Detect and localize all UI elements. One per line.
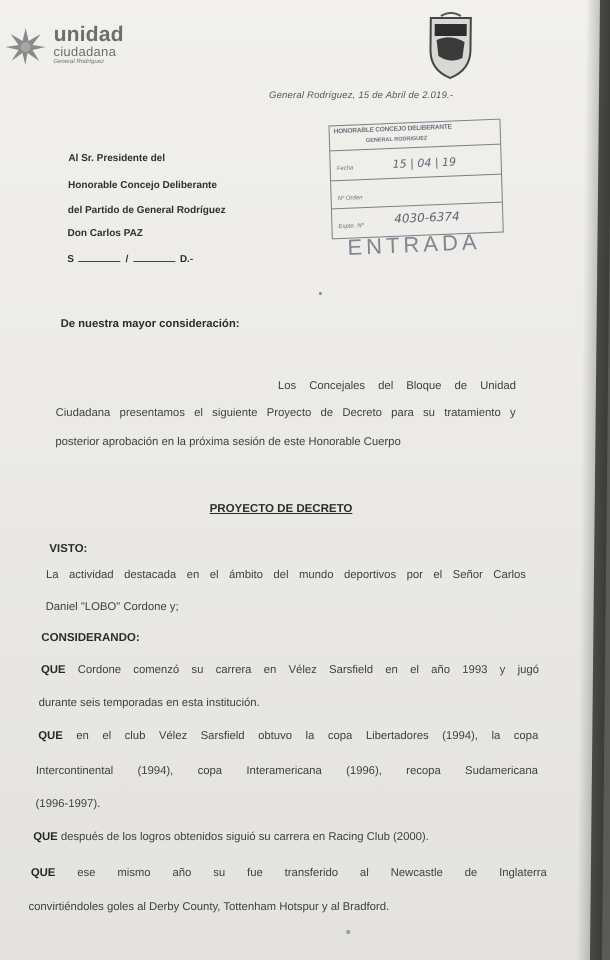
intro-line-2: Ciudadana presentamos el siguiente Proyecto de Decreto para su tratamiento y: [55, 407, 516, 419]
salutation-blank-1: [79, 252, 121, 262]
visto-line-1: La actividad destacada en el ámbito del mundo deportivos por el Señor Carlos: [45, 569, 527, 581]
salutation-line: [67, 252, 193, 265]
stamp-header-1: HONORABLE CONCEJO DELIBERANTE: [333, 123, 452, 136]
que1-line-2: durante seis temporadas en esta institución.: [38, 697, 260, 709]
stamp-header-2: GENERAL RODRIGUEZ: [365, 135, 428, 144]
page-shadow: [576, 0, 610, 960]
stamp-orden-label: Nº Orden: [337, 195, 363, 203]
municipal-crest-icon: [426, 12, 475, 80]
logo-small-text: General Rodríguez: [53, 59, 105, 65]
document-title: PROYECTO DE DECRETO: [209, 503, 353, 515]
logo-main-text: unidad: [53, 23, 124, 46]
que3-line-1: QUE después de los logros obtenidos siguió su carrera en Racing Club (2000).: [33, 831, 429, 843]
intro-line-1: Los Concejales del Bloque de Unidad: [277, 380, 517, 392]
que2-line-3: (1996-1997).: [35, 798, 101, 810]
addressee-line-3: del Partido de General Rodríguez: [67, 205, 226, 216]
stamp-expte-label: Expte. Nº: [338, 223, 364, 231]
que2-line-1: QUE en el club Vélez Sarsfield obtuvo la copa Libertadores (1994), la copa: [38, 730, 539, 742]
star-burst-icon: [3, 26, 47, 66]
que2-line-2: Intercontinental (1994), copa Interamericana (1996), recopa Sudamericana: [35, 765, 538, 777]
stamp-fecha-value: 15 | 04 | 19: [392, 155, 457, 171]
salutation-slash: /: [125, 254, 129, 265]
entry-stamp: [328, 119, 503, 240]
salutation-d: D.-: [179, 254, 194, 265]
addressee-line-1: Al Sr. Presidente del: [68, 153, 166, 164]
addressee-line-4: Don Carlos PAZ: [67, 228, 144, 239]
visto-line-2: Daniel "LOBO" Cordone y;: [45, 601, 179, 613]
document-date: General Rodríguez, 15 de Abril de 2.019.-: [268, 90, 454, 101]
intro-line-3: posterior aprobación en la próxima sesión de este Honorable Cuerpo: [55, 436, 401, 448]
que4-line-1: QUE ese mismo año su fue transferido al Newcastle de Inglaterra: [30, 867, 547, 879]
ink-dot: [346, 930, 350, 934]
que1-line-1: QUE Cordone comenzó su carrera en Vélez Sarsfield en el año 1993 y jugó: [40, 664, 540, 676]
addressee-line-2: Honorable Concejo Deliberante: [67, 180, 218, 191]
ink-dot: [319, 292, 322, 295]
stamp-entrada-text: ENTRADA: [347, 228, 481, 261]
visto-heading: VISTO:: [49, 543, 88, 555]
greeting: De nuestra mayor consideración:: [60, 318, 240, 330]
stamp-fecha-label: Fecha: [336, 165, 354, 173]
stamp-expte-value: 4030-6374: [394, 209, 460, 226]
salutation-blank-2: [133, 252, 175, 262]
logo-sub-text: ciudadana: [53, 44, 117, 59]
salutation-s: S: [67, 254, 75, 265]
considerando-heading: CONSIDERANDO:: [41, 632, 140, 644]
que4-line-2: convirtiéndoles goles al Derby County, Tottenham Hotspur y al Bradford.: [28, 901, 390, 913]
